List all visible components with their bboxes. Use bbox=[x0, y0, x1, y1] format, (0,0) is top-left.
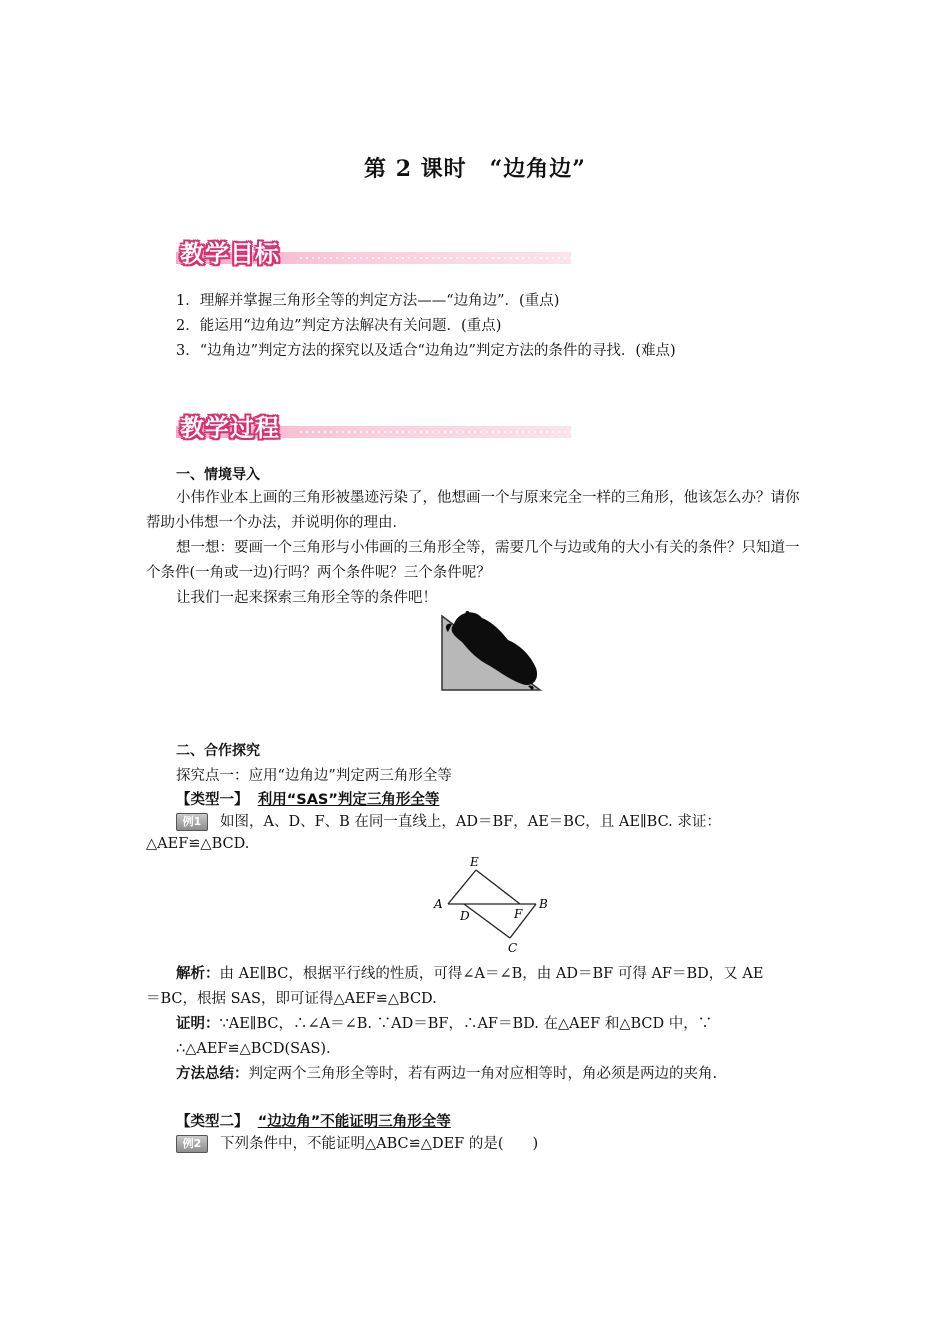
intro-paragraphs bbox=[146, 486, 806, 611]
segment-dc bbox=[464, 904, 510, 938]
example1-text: 如图，A、D、F、B 在同一直线上，AD＝BF，AE＝BC，且 AE∥BC. 求证： bbox=[220, 814, 721, 830]
label-d: D bbox=[460, 909, 470, 923]
example1-line bbox=[176, 810, 721, 831]
example2-badge: 例2 bbox=[176, 1135, 208, 1153]
goal-item-1: 1．理解并掌握三角形全等的判定方法——“边角边”．(重点) bbox=[176, 293, 560, 309]
section1-heading: 一、情境导入 bbox=[176, 467, 260, 483]
method-lead: 方法总结： bbox=[176, 1066, 249, 1082]
type2-line bbox=[176, 1110, 451, 1131]
goals-banner bbox=[176, 234, 571, 268]
example2-text: 下列条件中，不能证明△ABC≌△DEF 的是( ) bbox=[220, 1136, 539, 1152]
page-title: 第 2 课时 “边角边” bbox=[364, 156, 586, 182]
label-a: A bbox=[434, 897, 443, 911]
goals-banner-label: 教学目标 bbox=[180, 240, 280, 268]
example1-line2: △AEF≌△BCD. bbox=[146, 836, 250, 852]
label-f: F bbox=[514, 907, 523, 921]
label-e: E bbox=[470, 855, 479, 869]
proof-lead: 证明： bbox=[176, 1016, 220, 1032]
section2-heading: 二、合作探究 bbox=[176, 743, 260, 759]
banner-dots bbox=[298, 431, 571, 433]
type1-title: 利用“SAS”判定三角形全等 bbox=[257, 792, 440, 808]
goal-item-2: 2．能运用“边角边”判定方法解决有关问题．(重点) bbox=[176, 318, 502, 334]
proof-line bbox=[176, 1012, 712, 1033]
intro-paragraph-2: 想一想：要画一个三角形与小伟画的三角形全等，需要几个与边或角的大小有关的条件？只知道一个条件(一角或一边)行吗？两个条件呢？三个条件呢？ bbox=[146, 540, 800, 581]
method-summary-line bbox=[176, 1062, 717, 1083]
method-text: 判定两个三角形全等时，若有两边一角对应相等时，角必须是两边的夹角. bbox=[248, 1066, 718, 1082]
analysis-line2: ＝BC，根据 SAS，即可证得△AEF≌△BCD. bbox=[146, 991, 437, 1007]
goal-item-3: 3．“边角边”判定方法的探究以及适合“边角边”判定方法的条件的寻找．(难点) bbox=[176, 343, 676, 359]
intro-paragraph-3: 让我们一起来探索三角形全等的条件吧！ bbox=[176, 590, 437, 606]
type1-tag: 【类型一】 bbox=[176, 792, 249, 808]
proof-text: ∵AE∥BC，∴∠A＝∠B. ∵AD＝BF，∴AF＝BD. 在△AEF 和△BCD 中，∵ bbox=[219, 1016, 713, 1032]
ink-stained-triangle-figure bbox=[436, 610, 546, 692]
segment-ef bbox=[476, 870, 520, 904]
process-banner-label: 教学过程 bbox=[180, 414, 280, 442]
type1-line bbox=[176, 788, 439, 809]
segment-ae bbox=[448, 870, 476, 904]
process-banner bbox=[176, 408, 571, 442]
label-c: C bbox=[508, 941, 518, 955]
analysis-line bbox=[176, 962, 763, 983]
label-b: B bbox=[539, 897, 548, 911]
type2-title: “边边角”不能证明三角形全等 bbox=[257, 1114, 451, 1130]
analysis-lead: 解析： bbox=[176, 966, 220, 982]
congruent-triangles-figure bbox=[430, 854, 556, 956]
explore-point-1: 探究点一：应用“边角边”判定两三角形全等 bbox=[176, 768, 452, 784]
type2-tag: 【类型二】 bbox=[176, 1114, 249, 1130]
proof-line2: ∴△AEF≌△BCD(SAS)． bbox=[176, 1041, 341, 1057]
banner-dots bbox=[298, 257, 571, 259]
example2-line bbox=[176, 1132, 538, 1153]
intro-paragraph-1: 小伟作业本上画的三角形被墨迹污染了，他想画一个与原来完全一样的三角形，他该怎么办？请你帮助小伟想一个办法，并说明你的理由． bbox=[146, 490, 800, 531]
example1-badge: 例1 bbox=[176, 813, 208, 831]
analysis-text: 由 AE∥BC，根据平行线的性质，可得∠A＝∠B，由 AD＝BF 可得 AF＝BD，又 AE bbox=[219, 966, 764, 982]
